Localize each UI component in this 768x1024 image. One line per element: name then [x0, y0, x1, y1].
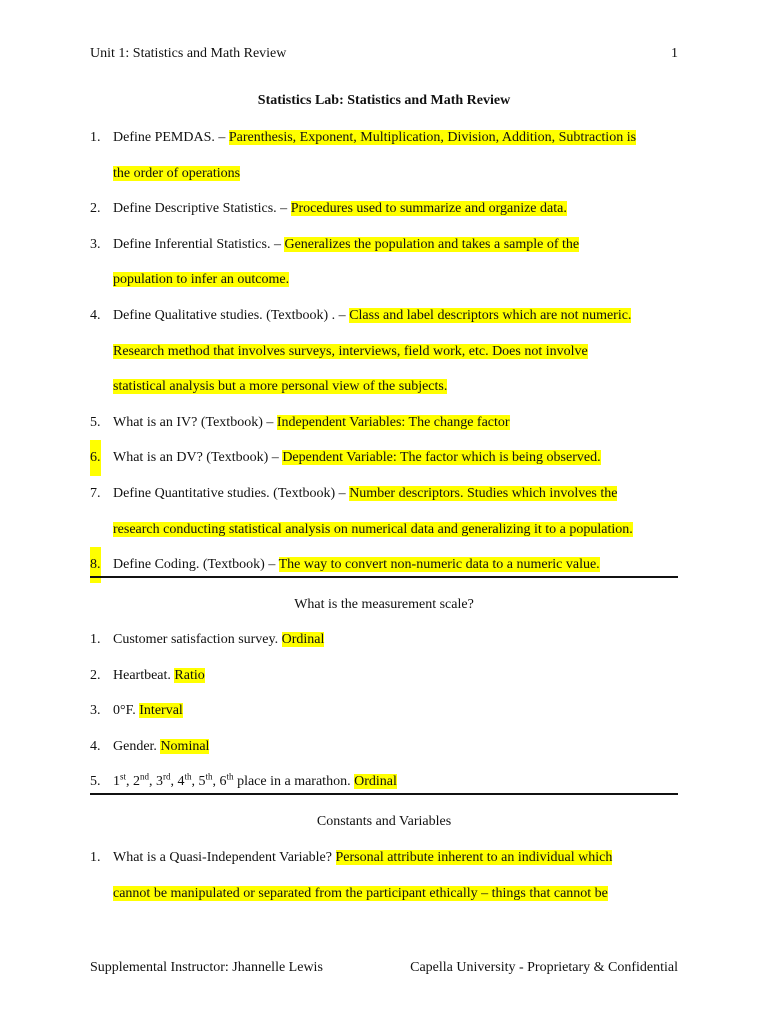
item-answer: Class and label descriptors which are not numeric. [349, 307, 632, 323]
item-answer: Independent Variables: The change factor [276, 414, 510, 430]
item-answer: the order of operations [113, 165, 241, 181]
item-answer: Ratio [174, 667, 205, 683]
item-question: Define Descriptive Statistics. – [113, 201, 291, 217]
item-question: Heartbeat. [113, 667, 175, 683]
item-question: Define Quantitative studies. (Textbook) – [113, 485, 350, 501]
list-item [90, 476, 678, 547]
list-item [90, 405, 678, 441]
item-question: What is a Quasi-Independent Variable? [113, 850, 336, 865]
item-answer: Interval [139, 703, 183, 719]
item-number: 2. [90, 667, 101, 683]
constants-list [90, 840, 678, 911]
item-question: Define PEMDAS. – [113, 130, 229, 145]
list-item [90, 622, 678, 658]
item-answer: The way to convert non-numeric data to a numeric value. [278, 557, 600, 573]
item-number: 1. [90, 850, 101, 865]
item-number: 8. [90, 547, 101, 583]
ordinal-suffix: rd [163, 771, 171, 782]
item-answer: Nominal [160, 738, 210, 754]
item-number: 1. [90, 130, 101, 145]
item-answer: Personal attribute inherent to an individual which [335, 850, 613, 865]
running-title: Unit 1: Statistics and Math Review [90, 46, 287, 61]
footer-confidentiality: Capella University - Proprietary & Confidential [410, 960, 678, 975]
list-item: 5. 1st, 2nd, 3rd, 4th, 5th, 6th place in a marathon. Ordinal [90, 764, 678, 800]
item-question: Customer satisfaction survey. [113, 632, 282, 647]
place-ordinal: 2 [133, 774, 141, 790]
item-question: Define Coding. (Textbook) – [113, 557, 279, 573]
list-item [90, 227, 678, 298]
item-question: Define Inferential Statistics. – [113, 236, 285, 252]
list-item [90, 191, 678, 227]
item-question: Define Qualitative studies. (Textbook) . – [113, 307, 350, 323]
ordinal-suffix: nd [140, 771, 150, 782]
item-number: 4. [90, 307, 101, 323]
item-number: 5. [90, 774, 101, 790]
place-ordinal: 5 [198, 774, 206, 790]
item-answer: Ordinal [281, 632, 325, 647]
item-question: 0°F. [113, 703, 140, 719]
page-footer [90, 960, 678, 982]
item-answer: Generalizes the population and takes a sample of the [284, 236, 580, 252]
item-answer: Number descriptors. Studies which involves the [349, 485, 618, 501]
item-answer: Procedures used to summarize and organize data. [290, 201, 567, 217]
measurement-heading: What is the measurement scale? [294, 597, 474, 612]
item-number: 5. [90, 414, 101, 430]
item-number: 7. [90, 485, 101, 501]
place-ordinal: 3 [156, 774, 164, 790]
item-answer: Research method that involves surveys, interviews, field work, etc. Does not involve [113, 343, 588, 359]
item-number: 4. [90, 738, 101, 754]
item-answer: statistical analysis but a more personal view of the subjects. [113, 379, 448, 395]
list-item [90, 840, 678, 911]
section-divider [90, 793, 678, 795]
place-ordinal: 1 [113, 774, 120, 790]
item-answer: population to infer an outcome. [113, 272, 290, 288]
list-item [90, 658, 678, 694]
item-question: Gender. [113, 738, 161, 754]
definitions-list [90, 120, 678, 583]
item-answer: Ordinal [354, 774, 397, 790]
ordinal-suffix: th [184, 771, 192, 782]
place-ordinal: 4 [177, 774, 185, 790]
item-answer: cannot be manipulated or separated from the participant ethically – things that cannot be [113, 885, 608, 901]
list-item [90, 120, 678, 191]
item-question: What is an DV? (Textbook) – [113, 450, 283, 466]
ordinal-suffix: st [120, 771, 127, 782]
list-item [90, 729, 678, 765]
item-answer: research conducting statistical analysis on numerical data and generalizing it to a population. [113, 521, 633, 537]
list-item [90, 440, 678, 476]
document-title: Statistics Lab: Statistics and Math Review [257, 93, 511, 108]
place-ordinal: 6 [219, 774, 227, 790]
item-number: 3. [90, 236, 101, 252]
constants-heading: Constants and Variables [316, 814, 452, 829]
item-question: place in a marathon. [233, 774, 355, 790]
list-item [90, 298, 678, 405]
ordinal-suffix: th [226, 771, 234, 782]
list-item [90, 693, 678, 729]
item-question: What is an IV? (Textbook) – [113, 414, 277, 430]
measurement-list [90, 622, 678, 800]
page-header [90, 46, 678, 68]
item-answer: Dependent Variable: The factor which is being observed. [282, 450, 601, 466]
item-answer: Parenthesis, Exponent, Multiplication, Division, Addition, Subtraction is [228, 130, 637, 145]
page-number: 1 [671, 46, 678, 61]
item-number: 6. [90, 440, 101, 476]
item-number: 1. [90, 632, 101, 647]
item-number: 2. [90, 201, 101, 217]
section-divider [90, 576, 678, 578]
item-number: 3. [90, 703, 101, 719]
ordinal-suffix: th [205, 771, 213, 782]
footer-instructor: Supplemental Instructor: Jhannelle Lewis [90, 960, 323, 975]
